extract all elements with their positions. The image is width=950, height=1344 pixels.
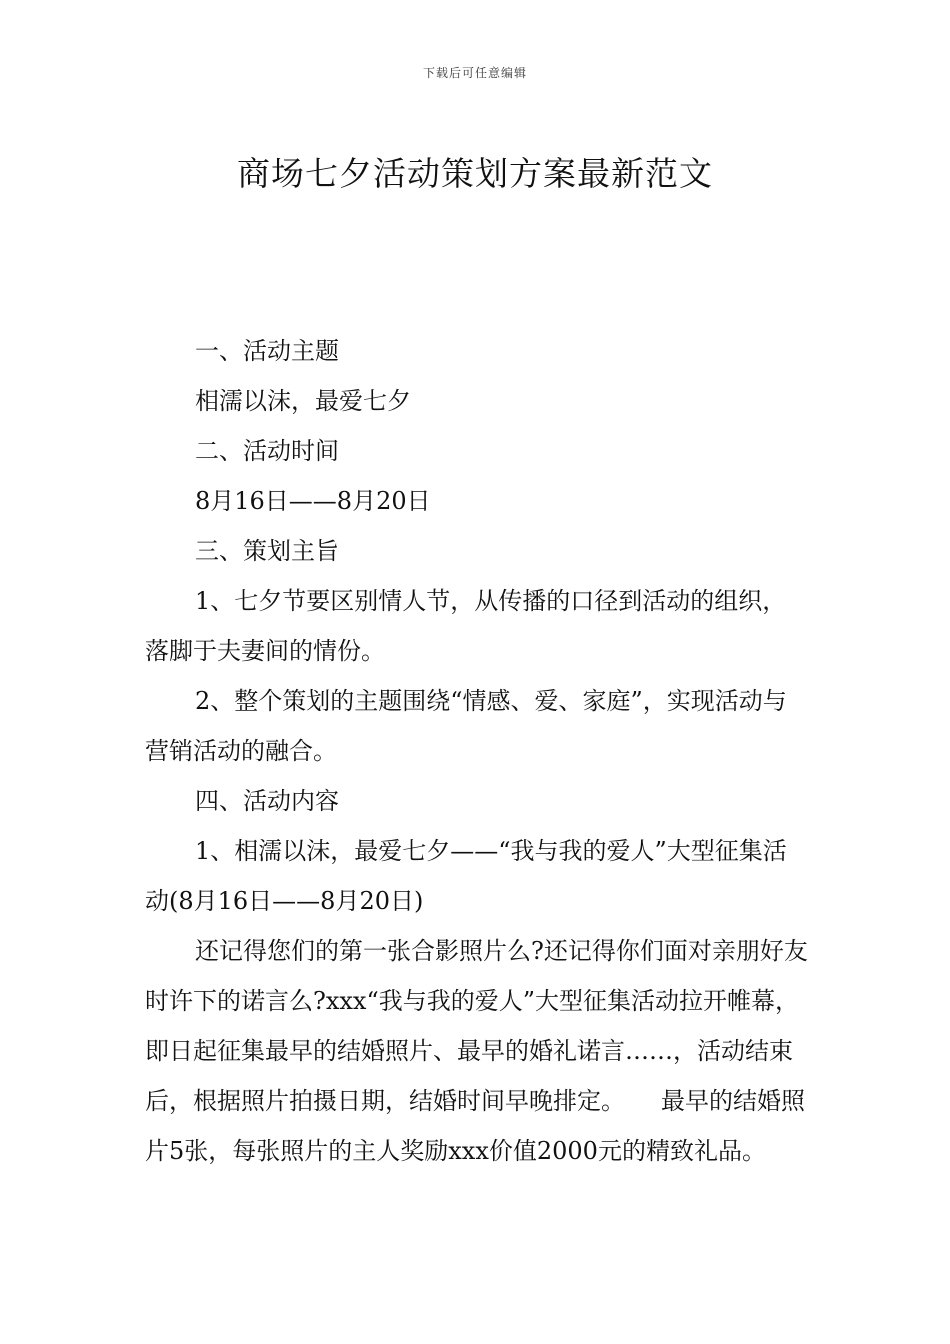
document-title: 商场七夕活动策划方案最新范文 xyxy=(237,154,713,194)
document-body xyxy=(145,326,810,1176)
paragraph-purpose-2: 2、整个策划的主题围绕“情感、爱、家庭”，实现活动与营销活动的融合。 xyxy=(145,687,787,765)
paragraph-time: 8月16日——8月20日 xyxy=(195,487,431,515)
section-heading-time: 二、活动时间 xyxy=(195,437,339,465)
section-heading-purpose: 三、策划主旨 xyxy=(195,537,339,565)
section-heading-content: 四、活动内容 xyxy=(195,787,339,815)
section-heading-theme: 一、活动主题 xyxy=(195,337,339,365)
paragraph-theme: 相濡以沫，最爱七夕 xyxy=(195,387,411,415)
paragraph-content-1: 1、相濡以沫，最爱七夕——“我与我的爱人”大型征集活动(8月16日——8月20日) xyxy=(145,837,787,915)
header-note: 下载后可任意编辑 xyxy=(422,66,527,80)
paragraph-purpose-1: 1、七夕节要区别情人节，从传播的口径到活动的组织，落脚于夫妻间的情份。 xyxy=(145,587,787,665)
paragraph-content-2: 还记得您们的第一张合影照片么?还记得你们面对亲朋好友时许下的诺言么?xxx“我与我的爱人”大型征集活动拉开帷幕，即日起征集最早的结婚照片、最早的婚礼诺言……，活动结束后，根据照片拍摄日期，结婚时间早晚排定。 最早的结婚照片5张，每张照片的主人奖励xxx价值2000元的精致礼品。 xyxy=(145,937,808,1165)
